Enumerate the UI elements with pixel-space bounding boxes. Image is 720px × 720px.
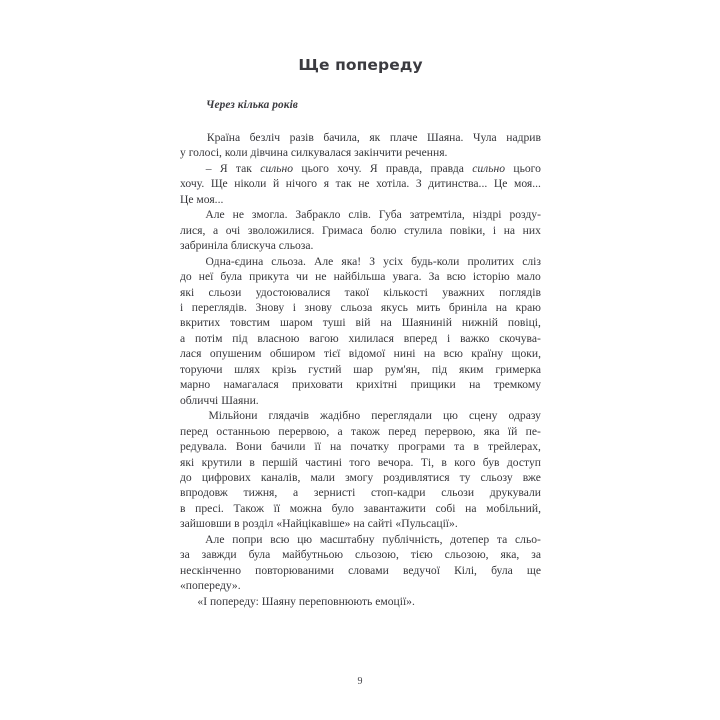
paragraph [180,254,541,409]
text-line: впродовж тижня, а зернисті стоп-кадри сльози друкували [180,486,541,500]
text-line: у голосі, коли дівчина силкувалася закінчити речення. [180,146,448,160]
text-line: – Я так сильно цього хочу. Я правда, правда сильно цього [205,161,541,175]
text-line: лися, а очі зволожилися. Гримаса болю стулила повіки, і на них [180,223,541,237]
text-line: Країна безліч разів бачила, як плаче Шаяна. Чула надрив [206,131,541,144]
text-line: нескінченно повторюваними словами ведучої Кілі, була ще [180,563,541,577]
text-line: Але не змогла. Забракло слів. Губа затремтіла, ніздрі розду- [205,208,541,222]
paragraph [180,207,541,253]
paragraph [180,532,541,594]
text-line: Одна-єдина сльоза. Але яка! З усіх будь-коли пролитих сліз [205,254,541,268]
text-line: за завжди була майбутньою сльозою, тією сльозою, яка, за [180,548,541,562]
text-line: «І попереду: Шаяну переповнюють емоції». [197,594,415,608]
text-line: до неї була прикута чи не найбільша увага. За всю історію мало [180,270,541,284]
page-number: 9 [357,676,363,687]
text-line: хочу. Ще ніколи й нічого я так не хотіла. З дитинства... Це моя... [180,177,541,191]
text-line: Це моя... [180,192,224,206]
page-content [180,0,541,609]
body-text [180,111,541,609]
text-line: до цифрових каналів, мали змогу роздивлятися ту сльозу вже [180,470,541,484]
text-line: «попереду». [180,579,241,593]
text-line: перед останньою перервою, а також перед перервою, яка їй пе- [180,424,541,438]
chapter-subtitle: Через кілька років [206,99,298,111]
text-line: які сльози удостоювалися такої кількості уважних поглядів [180,285,541,299]
text-line: лася опушеним обширом тієї відомої нині на всю країну щоки, [180,347,541,361]
text-line: які крутили в першій частині того вечора. Ті, в кого був доступ [180,455,541,469]
paragraph [180,161,541,207]
text-line: марно намагалася приховати крихітні прищики на тремкому [180,378,541,392]
paragraph [180,594,541,609]
text-line: і переглядів. Знову і знову сльоза якусь мить бриніла на краю [180,300,541,314]
text-line: в пресі. Також її можна було завантажити собі на мобільний, [180,501,541,515]
text-line: Але попри всю цю масштабну публічність, дотепер та сльо- [205,532,541,546]
paragraph [180,408,541,532]
text-line: обличчі Шаяни. [180,393,259,407]
text-line: редувала. Вони бачили її на початку програми та в трейлерах, [180,440,541,454]
text-line: а потім під власною вагою хилилася вперед і важко скочува- [180,331,541,345]
text-line: Мільйони глядачів жадібно переглядали цю сцену одразу [208,409,541,423]
text-line: торуючи шлях крізь густий шар рум'ян, під яким гримерка [180,362,541,376]
text-line: зайшовши в розділ «Найцікавіше» на сайті «Пульсації». [180,517,458,531]
page-title: Ще попереду [298,56,423,74]
text-line: вкритих товстим шаром туші вій на Шаяниній нижній повіці, [180,316,541,330]
text-line: забриніла блискуча сльоза. [180,239,314,253]
paragraph [180,130,541,161]
